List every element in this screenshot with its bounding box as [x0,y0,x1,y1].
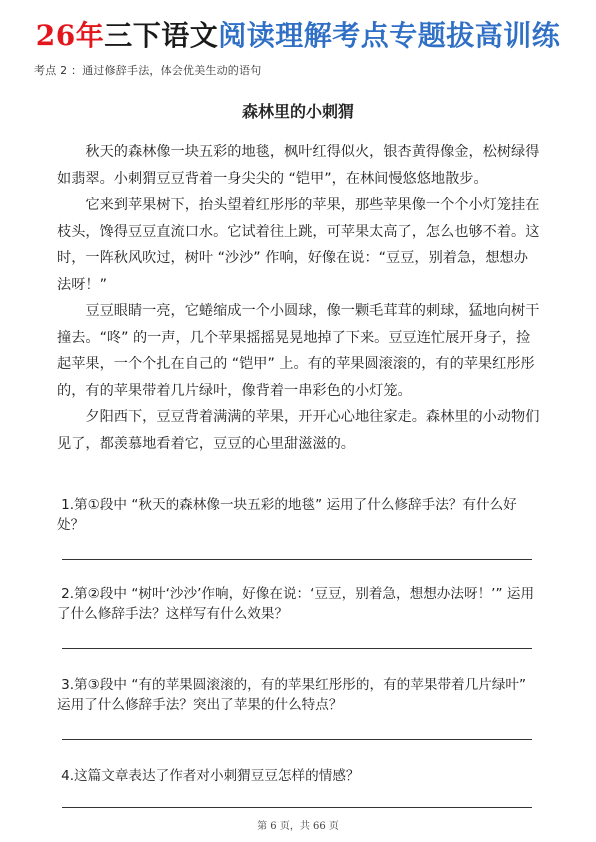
answer-line-3[interactable] [62,739,532,740]
header-title [0,18,596,54]
answer-line-4[interactable] [62,807,532,808]
question-3-text: 3.第③段中 “有的苹果圆滚滚的，有的苹果红彤彤的，有的苹果带着几片绿叶” 运用了什么修辞手法？突出了苹果的什么特点？ [57,677,527,713]
header-subject: 三下语文 [104,19,219,52]
paragraph-4: 夕阳西下，豆豆背着满满的苹果，开开心心地往家走。森林里的小动物们见了，都羡慕地看着它，豆豆的心里甜滋滋的。 [57,409,540,452]
question-3 [57,675,542,715]
question-1 [57,495,542,535]
paragraph-2: 它来到苹果树下，抬头望着红彤彤的苹果，那些苹果像一个个小灯笼挂在枝头，馋得豆豆直流口水。它试着往上跳，可苹果太高了，怎么也够不着。这时，一阵秋风吹过，树叶 “沙沙” 作响，好像在说：“豆豆，别着急，想想办法呀！” [57,197,540,293]
answer-line-1[interactable] [62,559,532,560]
page-footer: 第 6 页，共 66 页 [257,821,339,832]
paragraph-1: 秋天的森林像一块五彩的地毯，枫叶红得似火，银杏黄得像金，松树绿得如翡翠。小刺猬豆豆背着一身尖尖的 “铠甲”，在林间慢悠悠地散步。 [57,144,540,187]
question-4 [57,766,542,786]
question-1-text: 1.第①段中 “秋天的森林像一块五彩的地毯” 运用了什么修辞手法？有什么好处？ [57,497,517,533]
topic-line: 考点 2 ：通过修辞手法，体会优美生动的语句 [34,64,262,77]
passage-title: 森林里的小刺猬 [241,102,354,121]
question-2 [57,584,542,624]
question-4-text: 4.这篇文章表达了作者对小刺猬豆豆怎样的情感？ [61,768,360,784]
question-2-text: 2.第②段中 “树叶‘沙沙’作响，好像在说：‘豆豆，别着急，想想办法呀！’” 运用了什么修辞手法？这样写有什么效果？ [57,586,535,622]
paragraph-3: 豆豆眼睛一亮，它蜷缩成一个小圆球，像一颗毛茸茸的刺球，猛地向树干撞去。“咚” 的一声，几个苹果摇摇晃晃地掉了下来。豆豆连忙展开身子，捡起苹果，一个个扎在自己的 “铠甲” 上。有的苹果圆滚滚的，有的苹果红彤彤的，有的苹果带着几片绿叶，像背着一串彩色的小灯笼。 [57,303,540,399]
header-topic: 阅读理解考点专题拔高训练 [218,19,561,52]
passage-body [57,139,542,457]
header-year: 26年 [35,19,105,52]
answer-line-2[interactable] [62,648,532,649]
